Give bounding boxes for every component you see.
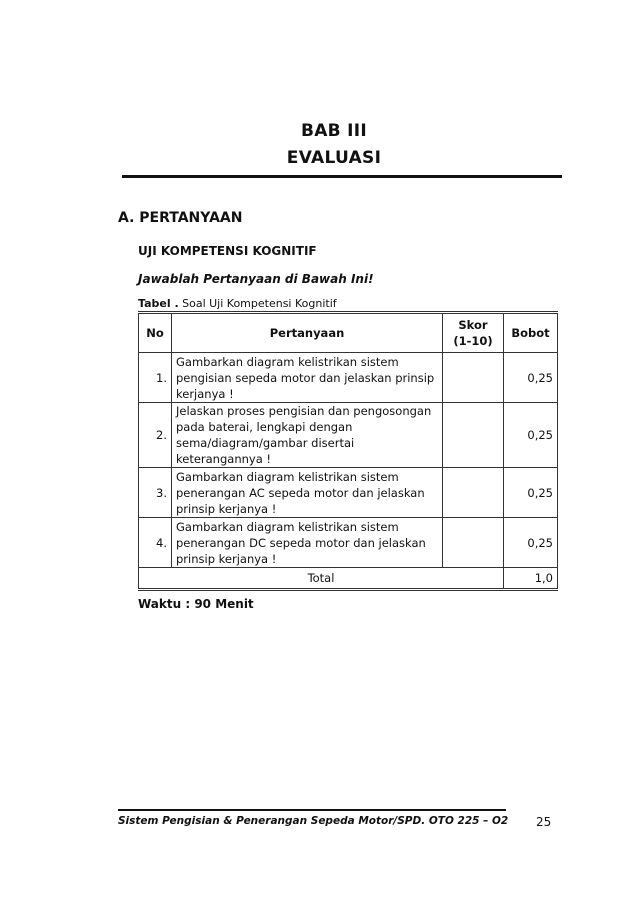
question-table [138,311,558,591]
table-caption [138,297,337,310]
chapter-divider [122,175,562,178]
header-score-line1: Skor [458,318,488,332]
time-limit: Waktu : 90 Menit [138,597,254,611]
row-number: 1. [139,353,172,403]
footer-divider [118,809,506,811]
chapter-number: BAB III [300,121,368,141]
row-weight: 0,25 [504,353,558,403]
total-weight: 1,0 [504,568,558,590]
row-weight: 0,25 [504,468,558,518]
subheading: UJI KOMPETENSI KOGNITIF [138,244,317,258]
row-score [443,403,504,468]
table-row [139,353,558,403]
row-weight: 0,25 [504,518,558,568]
row-question: Jelaskan proses pengisian dan pengosongan pada baterai, lengkapi dengan sema/diagram/gambar disertai keterangannya ! [172,403,443,468]
row-question: Gambarkan diagram kelistrikan sistem penerangan DC sepeda motor dan jelaskan prinsip kerjanya ! [172,518,443,568]
header-no: No [139,313,172,353]
page-number: 25 [536,815,552,829]
table-row [139,468,558,518]
row-weight: 0,25 [504,403,558,468]
row-number: 2. [139,403,172,468]
row-question: Gambarkan diagram kelistrikan sistem penerangan AC sepeda motor dan jelaskan prinsip kerjanya ! [172,468,443,518]
chapter-title: EVALUASI [286,148,382,168]
instruction: Jawablah Pertanyaan di Bawah Ini! [138,272,374,286]
table-row [139,403,558,468]
row-number: 3. [139,468,172,518]
total-row [139,568,558,590]
table-header-row [139,313,558,353]
header-question: Pertanyaan [172,313,443,353]
caption-label: Tabel . [138,297,179,310]
row-question: Gambarkan diagram kelistrikan sistem pengisian sepeda motor dan jelaskan prinsip kerjanya ! [172,353,443,403]
header-score [443,313,504,353]
header-weight: Bobot [504,313,558,353]
row-number: 4. [139,518,172,568]
row-score [443,518,504,568]
row-score [443,353,504,403]
header-score-line2: (1-10) [453,334,493,348]
caption-text: Soal Uji Kompetensi Kognitif [182,297,337,310]
footer-text: Sistem Pengisian & Penerangan Sepeda Motor/SPD. OTO 225 – O2 [118,815,509,827]
row-score [443,468,504,518]
section-heading: A. PERTANYAAN [118,210,243,226]
table-row [139,518,558,568]
total-label: Total [139,568,504,590]
